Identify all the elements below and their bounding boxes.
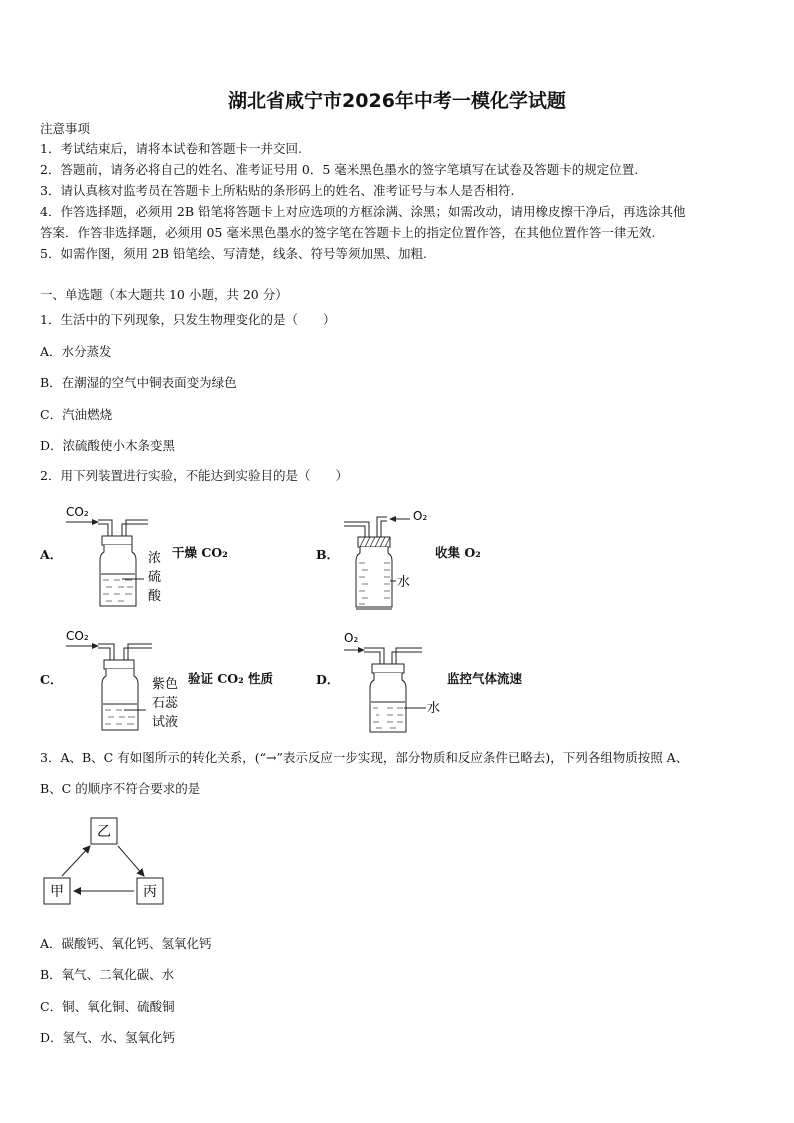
- q2-a-apparatus-diagram: [62, 502, 172, 610]
- q2-a-liquid-1: 浓: [148, 551, 162, 566]
- q2-stem: 2．用下列装置进行实验，不能达到实验目的是（ ）: [40, 468, 348, 483]
- q1-option-b: B．在潮湿的空气中铜表面变为绿色: [40, 375, 237, 390]
- q2-b-label: B．: [316, 547, 340, 562]
- q2-d-caption: 监控气体流速: [447, 671, 523, 686]
- q2-b-gas-label: O₂: [413, 509, 428, 523]
- q2-a-label: A．: [40, 547, 63, 562]
- node-b-label: 乙: [97, 824, 111, 840]
- q2-c-gas-label: CO₂: [66, 629, 89, 643]
- q3-transformation-diagram: [40, 814, 180, 910]
- q2-a-gas-label: CO₂: [66, 505, 89, 519]
- q3-option-c: C．铜、氧化铜、硫酸铜: [40, 999, 175, 1014]
- q1-stem: 1．生活中的下列现象，只发生物理变化的是（ ）: [40, 312, 336, 327]
- q2-c-label: C．: [40, 672, 63, 687]
- q1-option-d: D．浓硫酸使小木条变黑: [40, 438, 176, 453]
- q3-stem-line2: B、C 的顺序不符合要求的是: [40, 781, 201, 796]
- q2-d-gas-label: O₂: [344, 631, 359, 645]
- q2-a-caption: 干燥 CO₂: [172, 545, 228, 560]
- arrow-a-to-b: [62, 846, 90, 876]
- notice-heading: 注意事项: [40, 121, 91, 136]
- q2-d-liquid: 水: [427, 701, 441, 716]
- arrow-b-to-c: [118, 846, 144, 876]
- q2-b-apparatus-diagram: [340, 505, 435, 613]
- q3-stem-line1: 3．A、B、C 有如图所示的转化关系，(“→”表示反应一步实现，部分物质和反应条件已略去)，下列各组物质按照 A、: [40, 750, 689, 765]
- q1-option-c: C．汽油燃烧: [40, 407, 113, 422]
- q2-c-apparatus-diagram: [62, 626, 190, 734]
- q3-option-a: A．碳酸钙、氧化钙、氢氧化钙: [40, 936, 212, 951]
- q2-c-liquid-2: 石蕊: [152, 696, 179, 711]
- notice-4: 4．作答选择题，必须用 2B 铅笔将答题卡上对应选项的方框涂满、涂黑；如需改动，请用橡皮擦干净后，再选涂其他: [40, 204, 686, 219]
- notice-4-cont: 答案．作答非选择题，必须用 05 毫米黑色墨水的签字笔在答题卡上的指定位置作答，在其他位置作答一律无效.: [40, 225, 656, 240]
- notice-5: 5．如需作图，须用 2B 铅笔绘、写清楚，线条、符号等须加黑、加粗.: [40, 246, 428, 261]
- node-a-label: 甲: [50, 884, 64, 900]
- q2-d-label: D．: [316, 672, 340, 687]
- notice-2: 2．答题前，请务必将自己的姓名、准考证号用 0．5 毫米黑色墨水的签字笔填写在试卷及答题卡的规定位置.: [40, 162, 639, 177]
- q3-option-b: B．氧气、二氧化碳、水: [40, 967, 175, 982]
- q2-c-liquid-3: 试液: [152, 715, 179, 730]
- q2-d-apparatus-diagram: [340, 628, 450, 736]
- q2-b-liquid: 水: [397, 575, 411, 590]
- section-heading: 一、单选题（本大题共 10 小题，共 20 分）: [40, 287, 288, 302]
- page-title: 湖北省咸宁市2026年中考一模化学试题: [228, 90, 566, 112]
- q2-a-liquid-3: 酸: [148, 589, 162, 604]
- q2-c-caption: 验证 CO₂ 性质: [188, 671, 274, 686]
- q2-b-caption: 收集 O₂: [435, 545, 481, 560]
- notice-3: 3．请认真核对监考员在答题卡上所粘贴的条形码上的姓名、准考证号与本人是否相符.: [40, 183, 515, 198]
- q1-option-a: A．水分蒸发: [40, 344, 112, 359]
- q2-a-liquid-2: 硫: [148, 570, 162, 585]
- q3-option-d: D．氢气、水、氢氧化钙: [40, 1030, 176, 1045]
- notice-1: 1．考试结束后，请将本试卷和答题卡一并交回.: [40, 141, 302, 156]
- node-c-label: 丙: [143, 884, 157, 900]
- q2-c-liquid-1: 紫色: [152, 677, 179, 692]
